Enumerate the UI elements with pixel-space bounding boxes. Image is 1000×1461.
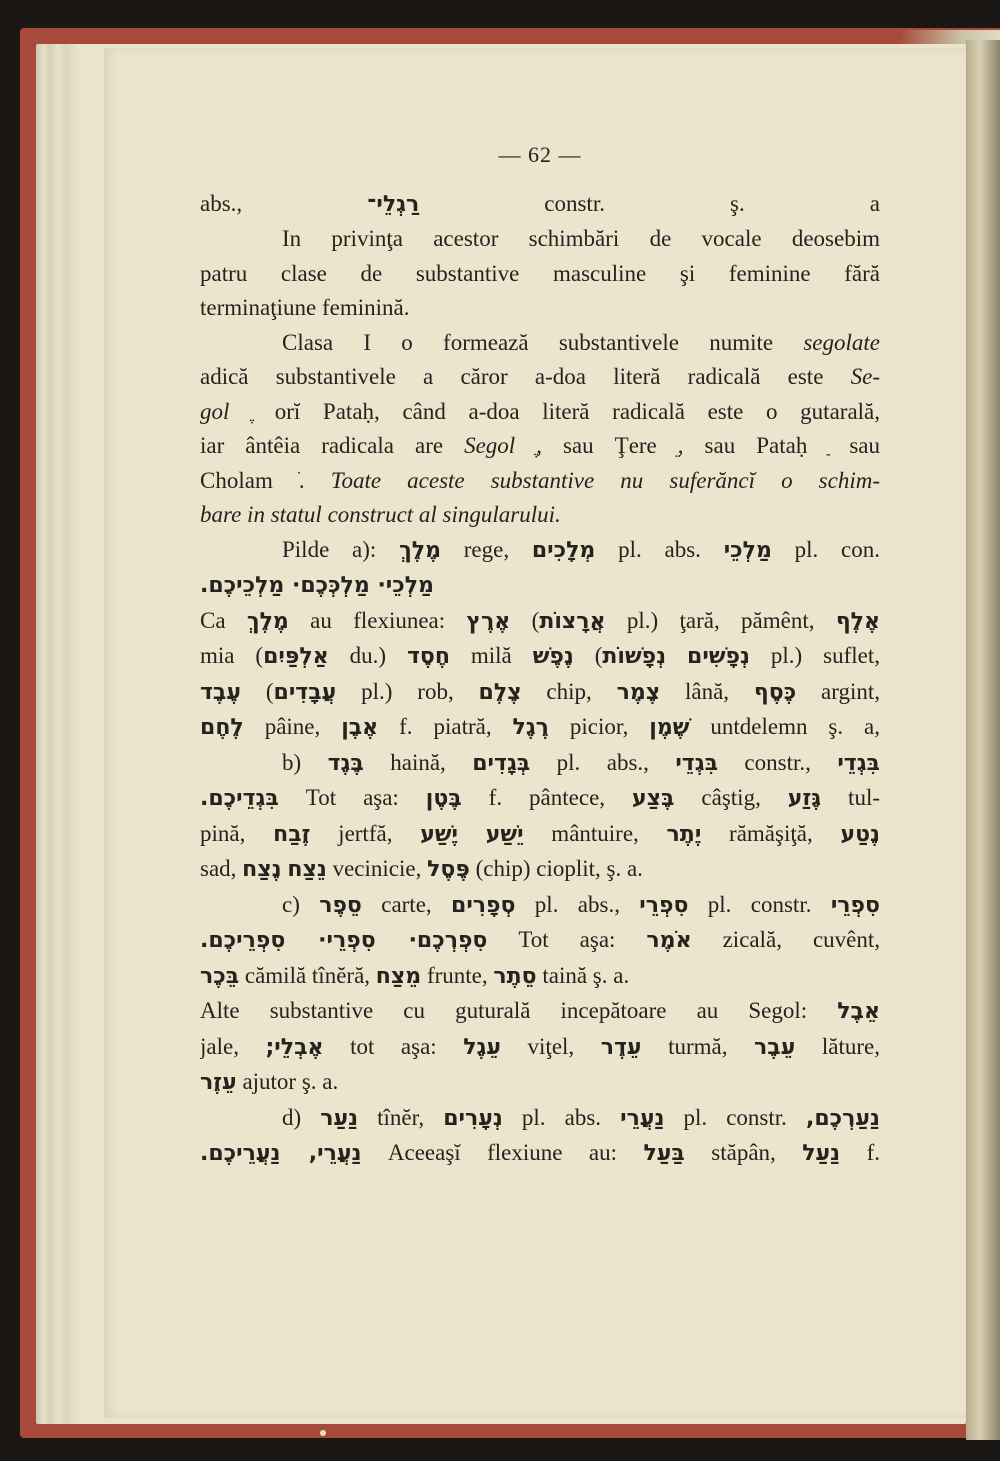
text-line — [200, 710, 880, 746]
hebrew-word: בֶּצַע — [632, 786, 675, 811]
text-run: pl. constr. — [664, 1104, 806, 1130]
text-line — [200, 746, 880, 782]
text-run: pl.) suflet, — [749, 643, 880, 668]
hebrew-word: נַעֲרֵי — [620, 1105, 665, 1131]
text-line — [200, 187, 880, 223]
text-line — [200, 1101, 880, 1137]
hebrew-word: עֵבֶר — [754, 1034, 796, 1060]
hebrew-word: אֶרֶץ — [466, 608, 511, 634]
page-content — [200, 138, 880, 1172]
hebrew-word: מְלָכִים — [531, 537, 596, 563]
text-run: Clasa I o formează substantivele numite — [282, 329, 804, 355]
hebrew-word: עֵגֶל — [463, 1034, 501, 1060]
text-run: tînĕr, — [358, 1104, 444, 1130]
text-run: f. piatră, — [378, 714, 513, 739]
hebrew-word: גֶּזַע — [787, 786, 822, 811]
text-run: pl. constr. — [688, 891, 831, 917]
text-line — [200, 568, 880, 604]
hebrew-word: סֵתֶר — [493, 963, 537, 989]
text-line — [200, 291, 880, 326]
hebrew-word: בִּגְדֵיכֶם. — [200, 786, 279, 811]
text-run: adică substantivele a căror a-doa literă radicală este — [200, 364, 851, 389]
text-run: untdelemn ş. a, — [689, 714, 880, 739]
hebrew-word: סֵפֶר — [319, 892, 362, 918]
text-run: pină, — [200, 820, 274, 846]
text-run: argint, — [796, 678, 880, 704]
text-run: Ca — [200, 607, 247, 633]
page-number: — 62 — — [498, 142, 582, 167]
text-run: frunte, — [421, 962, 494, 988]
text-line — [200, 222, 880, 257]
hebrew-word: שֶׁמֶן — [649, 715, 690, 740]
text-run: In privinţa acestor schimbări de vocale deosebim — [282, 226, 880, 251]
text-line — [200, 464, 880, 499]
hebrew-word: בֶּגֶד — [327, 750, 364, 776]
text-run: sad, — [200, 856, 243, 881]
hebrew-word: נַעֲרֵי, נַעֲרֵיכֶם. — [200, 1141, 362, 1166]
hebrew-word: סִפְרֵי — [830, 892, 880, 918]
text-run: patru clase de substantive masculine şi feminine fără — [200, 260, 880, 286]
hebrew-word: כֶּסֶף — [753, 679, 797, 705]
text-run: ( — [240, 678, 274, 704]
text-line — [200, 604, 880, 640]
hebrew-word: עֲבָדִים — [273, 679, 337, 705]
text-run: pl. abs., — [515, 891, 640, 917]
text-line — [200, 360, 880, 395]
text-run: vecinicie, — [326, 856, 428, 881]
hebrew-word: נַעַרְכֶם, — [806, 1105, 880, 1131]
text-run: haină, — [363, 749, 473, 775]
hebrew-word: בְּגָדִים — [472, 750, 531, 776]
hebrew-word: אֵבֶל — [837, 999, 880, 1024]
hebrew-word: פֶּסֶל — [427, 857, 470, 882]
text-run: ֶ, sau Ţere ֵ, sau Pataḥ ַ sau — [515, 433, 880, 458]
text-run: ( — [573, 643, 603, 668]
text-run: picior, — [548, 714, 650, 739]
hebrew-word: נְעָרִים — [443, 1105, 503, 1131]
paper-speck — [320, 1430, 326, 1436]
text-run: cămilă tînĕră, — [239, 962, 376, 988]
text-run: viţel, — [500, 1033, 601, 1059]
text-run: taină ş. a. — [536, 962, 630, 988]
hebrew-word: חֶסֶד — [406, 644, 450, 669]
text-line — [200, 852, 880, 888]
text-run: f. pântece, — [461, 785, 633, 810]
hebrew-word: רַגְלֵי־ — [367, 191, 420, 217]
hebrew-word: אֲרָצוֹת — [539, 608, 606, 634]
text-run: constr., — [718, 749, 838, 775]
text-run: Segol — [464, 433, 516, 458]
hebrew-word: צֶמֶר — [616, 679, 661, 705]
hebrew-word: בַּעַל — [643, 1141, 685, 1166]
text-run: tul- — [821, 785, 880, 810]
text-run: tot aşa: — [323, 1033, 464, 1059]
text-run: gol — [200, 398, 230, 424]
text-run: segolate — [803, 329, 880, 355]
text-run: rege, — [441, 536, 532, 562]
hebrew-word: יֶשַׁע — [420, 821, 458, 847]
text-run: pl. abs. — [502, 1104, 621, 1130]
hebrew-word: מֵצַח — [375, 963, 422, 989]
text-run: mântuire, — [523, 820, 667, 846]
hebrew-word: עֵדֶר — [600, 1034, 642, 1060]
text-run: chip, — [521, 678, 617, 704]
text-run: pl.) rob, — [336, 678, 479, 704]
text-line — [200, 781, 880, 817]
hebrew-word: סִפְרְכֶם· סִפְרֵי· סִפְרֵיכֶם. — [200, 928, 488, 953]
text-line — [200, 994, 880, 1030]
text-run: pl. con. — [771, 536, 880, 562]
hebrew-word: רֶגֶל — [512, 715, 549, 740]
hebrew-word: מֶלֶךְ — [246, 608, 289, 634]
text-run: terminaţiune feminină. — [200, 295, 410, 320]
text-run: rămăşiţă, — [701, 820, 841, 846]
text-line — [200, 639, 880, 675]
text-run: f. — [840, 1140, 880, 1165]
text-run: pl.) ţară, pămênt, — [605, 607, 836, 633]
text-run: ajutor ş. a. — [236, 1069, 339, 1094]
hebrew-word: נְפָשׁוֹת — [602, 644, 667, 669]
text-run: Toate aceste substantive nu suferăncĭ o schim- — [330, 467, 880, 493]
text-run: câştig, — [674, 785, 788, 810]
hebrew-word: נַעַל — [802, 1141, 841, 1166]
hebrew-word: בֶּטֶן — [425, 786, 462, 811]
text-run: lână, — [660, 678, 754, 704]
text-run: constr. ş. a — [419, 190, 880, 216]
text-run: Aceeaşĭ flexiune au: — [361, 1140, 644, 1165]
text-run: pâine, — [243, 714, 342, 739]
hebrew-word: נַעַר — [320, 1105, 359, 1131]
text-line — [200, 1136, 880, 1172]
text-run: Alte substantive cu guturală incepătoare au Segol: — [200, 998, 838, 1023]
hebrew-word: נֶצַח — [242, 857, 282, 882]
text-run: Pilde a): — [282, 536, 400, 562]
text-line — [200, 1065, 880, 1101]
text-line — [200, 395, 880, 430]
text-line — [200, 257, 880, 292]
hebrew-word: מֶלֶךְ — [399, 537, 441, 563]
text-run: Tot aşa: — [487, 927, 647, 952]
text-line — [200, 498, 880, 533]
text-line — [200, 888, 880, 924]
text-run: iar ântêia radicala are — [200, 433, 465, 458]
hebrew-word: נֶפֶשׁ — [532, 644, 574, 669]
text-line — [200, 1030, 880, 1066]
hebrew-word: בֵּכֶר — [200, 963, 240, 989]
text-line — [200, 533, 880, 569]
text-run: abs., — [200, 190, 368, 216]
text-line — [200, 959, 880, 995]
text-run: lăture, — [795, 1033, 880, 1059]
hebrew-word: נֵצַח — [287, 857, 327, 882]
text-run: jale, — [200, 1033, 266, 1059]
text-run: carte, — [361, 891, 451, 917]
text-run: (chip) cioplit, ş. a. — [469, 856, 643, 881]
hebrew-word: לֶחֶם — [200, 715, 244, 740]
text-run: c) — [282, 891, 320, 917]
hebrew-word: צֶלֶם — [478, 679, 522, 705]
text-run: mia ( — [200, 643, 264, 668]
text-run: Tot aşa: — [278, 785, 426, 810]
hebrew-word: מַלְכֵי — [723, 537, 772, 563]
hebrew-word: נְפָשִׁים — [687, 644, 750, 669]
text-run: ( — [510, 607, 540, 633]
hebrew-word: מַלְכֵי· מַלְכְּכֶם· מַלְכֵיכֶם. — [200, 573, 434, 598]
text-run: au flexiunea: — [288, 607, 467, 633]
hebrew-word: יֶתֶר — [666, 821, 702, 847]
text-line — [200, 429, 880, 464]
right-page-edge — [966, 40, 1000, 1440]
text-run: ֶ orĭ Pataḥ, când a-doa literă radicală este o gutarală, — [229, 398, 880, 424]
text-run: milă — [449, 643, 533, 668]
text-run: d) — [282, 1104, 321, 1130]
hebrew-word: אֶבְלֵי; — [265, 1034, 324, 1060]
hebrew-word: בִּגְדֵי — [837, 750, 880, 776]
text-run — [458, 821, 486, 846]
text-line — [200, 675, 880, 711]
hebrew-word: יֵשַׁע — [485, 821, 524, 847]
hebrew-word: סְפָרִים — [451, 892, 516, 918]
text-run: pl. abs., — [530, 749, 676, 775]
text-run: zicală, cuvênt, — [691, 927, 880, 952]
text-run — [666, 643, 687, 668]
hebrew-word: אֶלֶף — [835, 608, 880, 634]
text-run: turmă, — [641, 1033, 755, 1059]
hebrew-word: אַלְפַּיִם — [263, 644, 329, 669]
text-run: b) — [282, 749, 328, 775]
hebrew-word: עֶבֶד — [200, 679, 241, 705]
hebrew-word: זֶבַח — [273, 821, 311, 847]
hebrew-word: אֶבֶן — [341, 715, 379, 740]
text-run: Se- — [850, 364, 880, 389]
hebrew-word: אֹמֶר — [646, 928, 692, 953]
text-run: du.) — [328, 643, 407, 668]
text-body — [200, 187, 880, 1172]
text-line — [200, 817, 880, 853]
text-line — [200, 326, 880, 361]
hebrew-word: נֶטַע — [840, 821, 880, 847]
hebrew-word: סִפְרֵי — [639, 892, 689, 918]
text-line — [200, 923, 880, 959]
text-run: pl. abs. — [595, 536, 724, 562]
text-run: stăpân, — [684, 1140, 803, 1165]
text-run: jertfă, — [310, 820, 421, 846]
text-run: bare in statul construct al singularului. — [200, 502, 561, 527]
hebrew-word: בִּגְדֵי — [675, 750, 718, 776]
hebrew-word: עֵזֶר — [200, 1070, 237, 1095]
text-run: Cholam ֹ. — [200, 467, 331, 493]
